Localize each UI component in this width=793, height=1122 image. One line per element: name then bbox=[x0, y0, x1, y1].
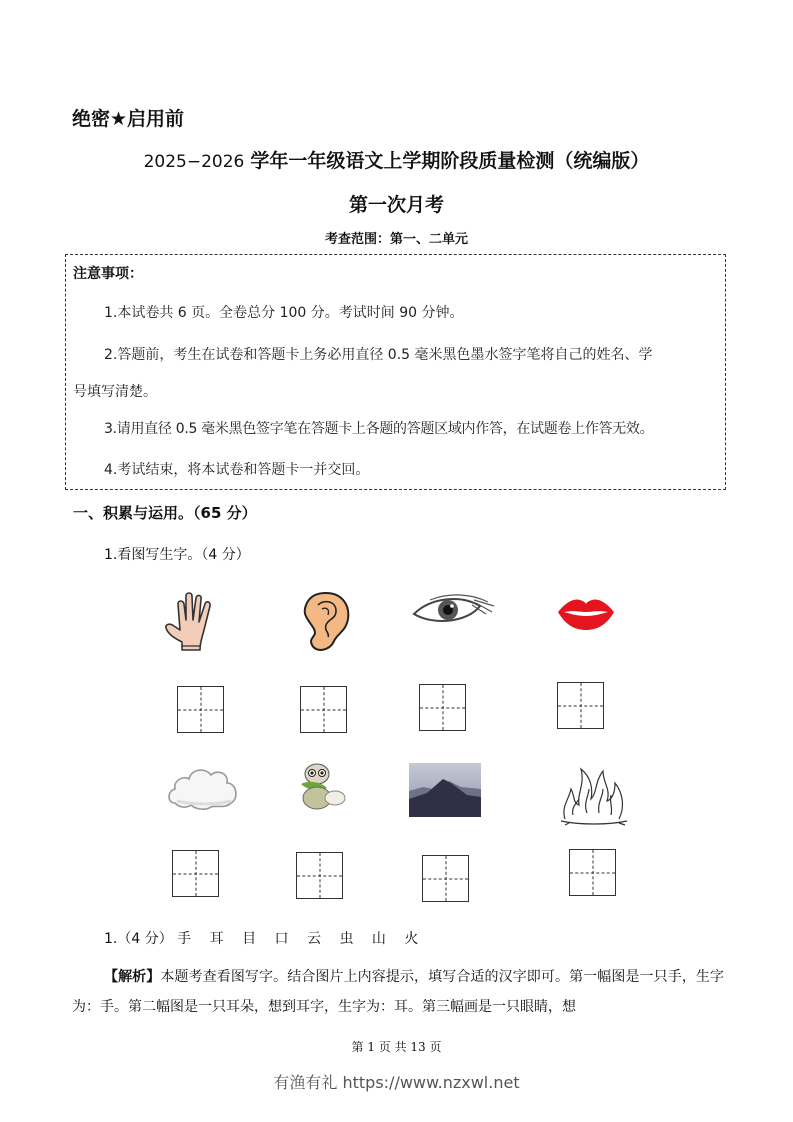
bug-icon bbox=[295, 762, 351, 812]
answer-chars bbox=[177, 931, 432, 947]
mountain-image bbox=[409, 763, 481, 817]
writing-box-1[interactable] bbox=[177, 686, 224, 733]
answer-char: 目 bbox=[242, 931, 257, 947]
exam-subtitle: 第一次月考 bbox=[348, 194, 444, 216]
answer-line bbox=[104, 928, 432, 948]
answer-char: 云 bbox=[306, 931, 321, 947]
analysis-tag: 【解析】 bbox=[104, 969, 161, 985]
notice-box bbox=[65, 254, 726, 490]
hand-icon bbox=[164, 590, 222, 654]
notice-item-3: 3.请用直径 0.5 毫米黑色签字笔在答题卡上各题的答题区域内作答，在试题卷上作答无效。 bbox=[104, 421, 654, 437]
fire-icon bbox=[559, 759, 631, 827]
writing-box-2[interactable] bbox=[300, 686, 347, 733]
writing-box-8[interactable] bbox=[569, 849, 616, 896]
lips-icon bbox=[556, 596, 616, 632]
writing-box-4[interactable] bbox=[557, 682, 604, 729]
notice-item-1: 1.本试卷共 6 页。全卷总分 100 分。考试时间 90 分钟。 bbox=[104, 305, 464, 321]
answer-prefix: 1.（4 分） bbox=[104, 931, 173, 947]
section-heading: 一、积累与运用。（65 分） bbox=[73, 504, 257, 522]
title-year: 2025−2026 bbox=[143, 152, 245, 172]
question-1: 1.看图写生字。（4 分） bbox=[104, 547, 250, 563]
notice-heading: 注意事项： bbox=[73, 266, 143, 282]
notice-item-2-cont: 号填写清楚。 bbox=[73, 384, 157, 400]
answer-char: 手 bbox=[177, 931, 192, 947]
cloud-icon bbox=[165, 763, 241, 811]
answer-char: 火 bbox=[404, 931, 419, 947]
ear-icon bbox=[300, 591, 352, 653]
page-number: 第 1 页 共 13 页 bbox=[351, 1040, 442, 1054]
writing-box-6[interactable] bbox=[296, 852, 343, 899]
watermark: 有渔有礼 https://www.nzxwl.net bbox=[273, 1073, 520, 1092]
answer-char: 耳 bbox=[209, 931, 224, 947]
answer-char: 山 bbox=[371, 931, 386, 947]
confidential-label: 绝密★启用前 bbox=[72, 108, 185, 130]
notice-item-4: 4.考试结束，将本试卷和答题卡一并交回。 bbox=[104, 462, 370, 478]
notice-item-2: 2.答题前，考生在试卷和答题卡上务必用直径 0.5 毫米黑色墨水签字笔将自己的姓名、学 bbox=[104, 347, 653, 363]
exam-scope: 考查范围：第一、二单元 bbox=[324, 232, 468, 247]
analysis-text: 本题考查看图写字。结合图片上内容提示，填写合适的汉字即可。第一幅图是一只手，生字为：手。第二幅图是一只耳朵，想到耳字，生字为：耳。第三幅画是一只眼睛，想 bbox=[72, 969, 725, 1015]
title-text: 学年一年级语文上学期阶段质量检测（统编版） bbox=[250, 150, 650, 172]
answer-char: 口 bbox=[274, 931, 289, 947]
analysis-paragraph bbox=[72, 962, 724, 1022]
answer-char: 虫 bbox=[339, 931, 354, 947]
exam-title bbox=[0, 146, 793, 173]
writing-box-3[interactable] bbox=[419, 684, 466, 731]
writing-box-7[interactable] bbox=[422, 855, 469, 902]
writing-box-5[interactable] bbox=[172, 850, 219, 897]
eye-icon bbox=[410, 592, 496, 630]
